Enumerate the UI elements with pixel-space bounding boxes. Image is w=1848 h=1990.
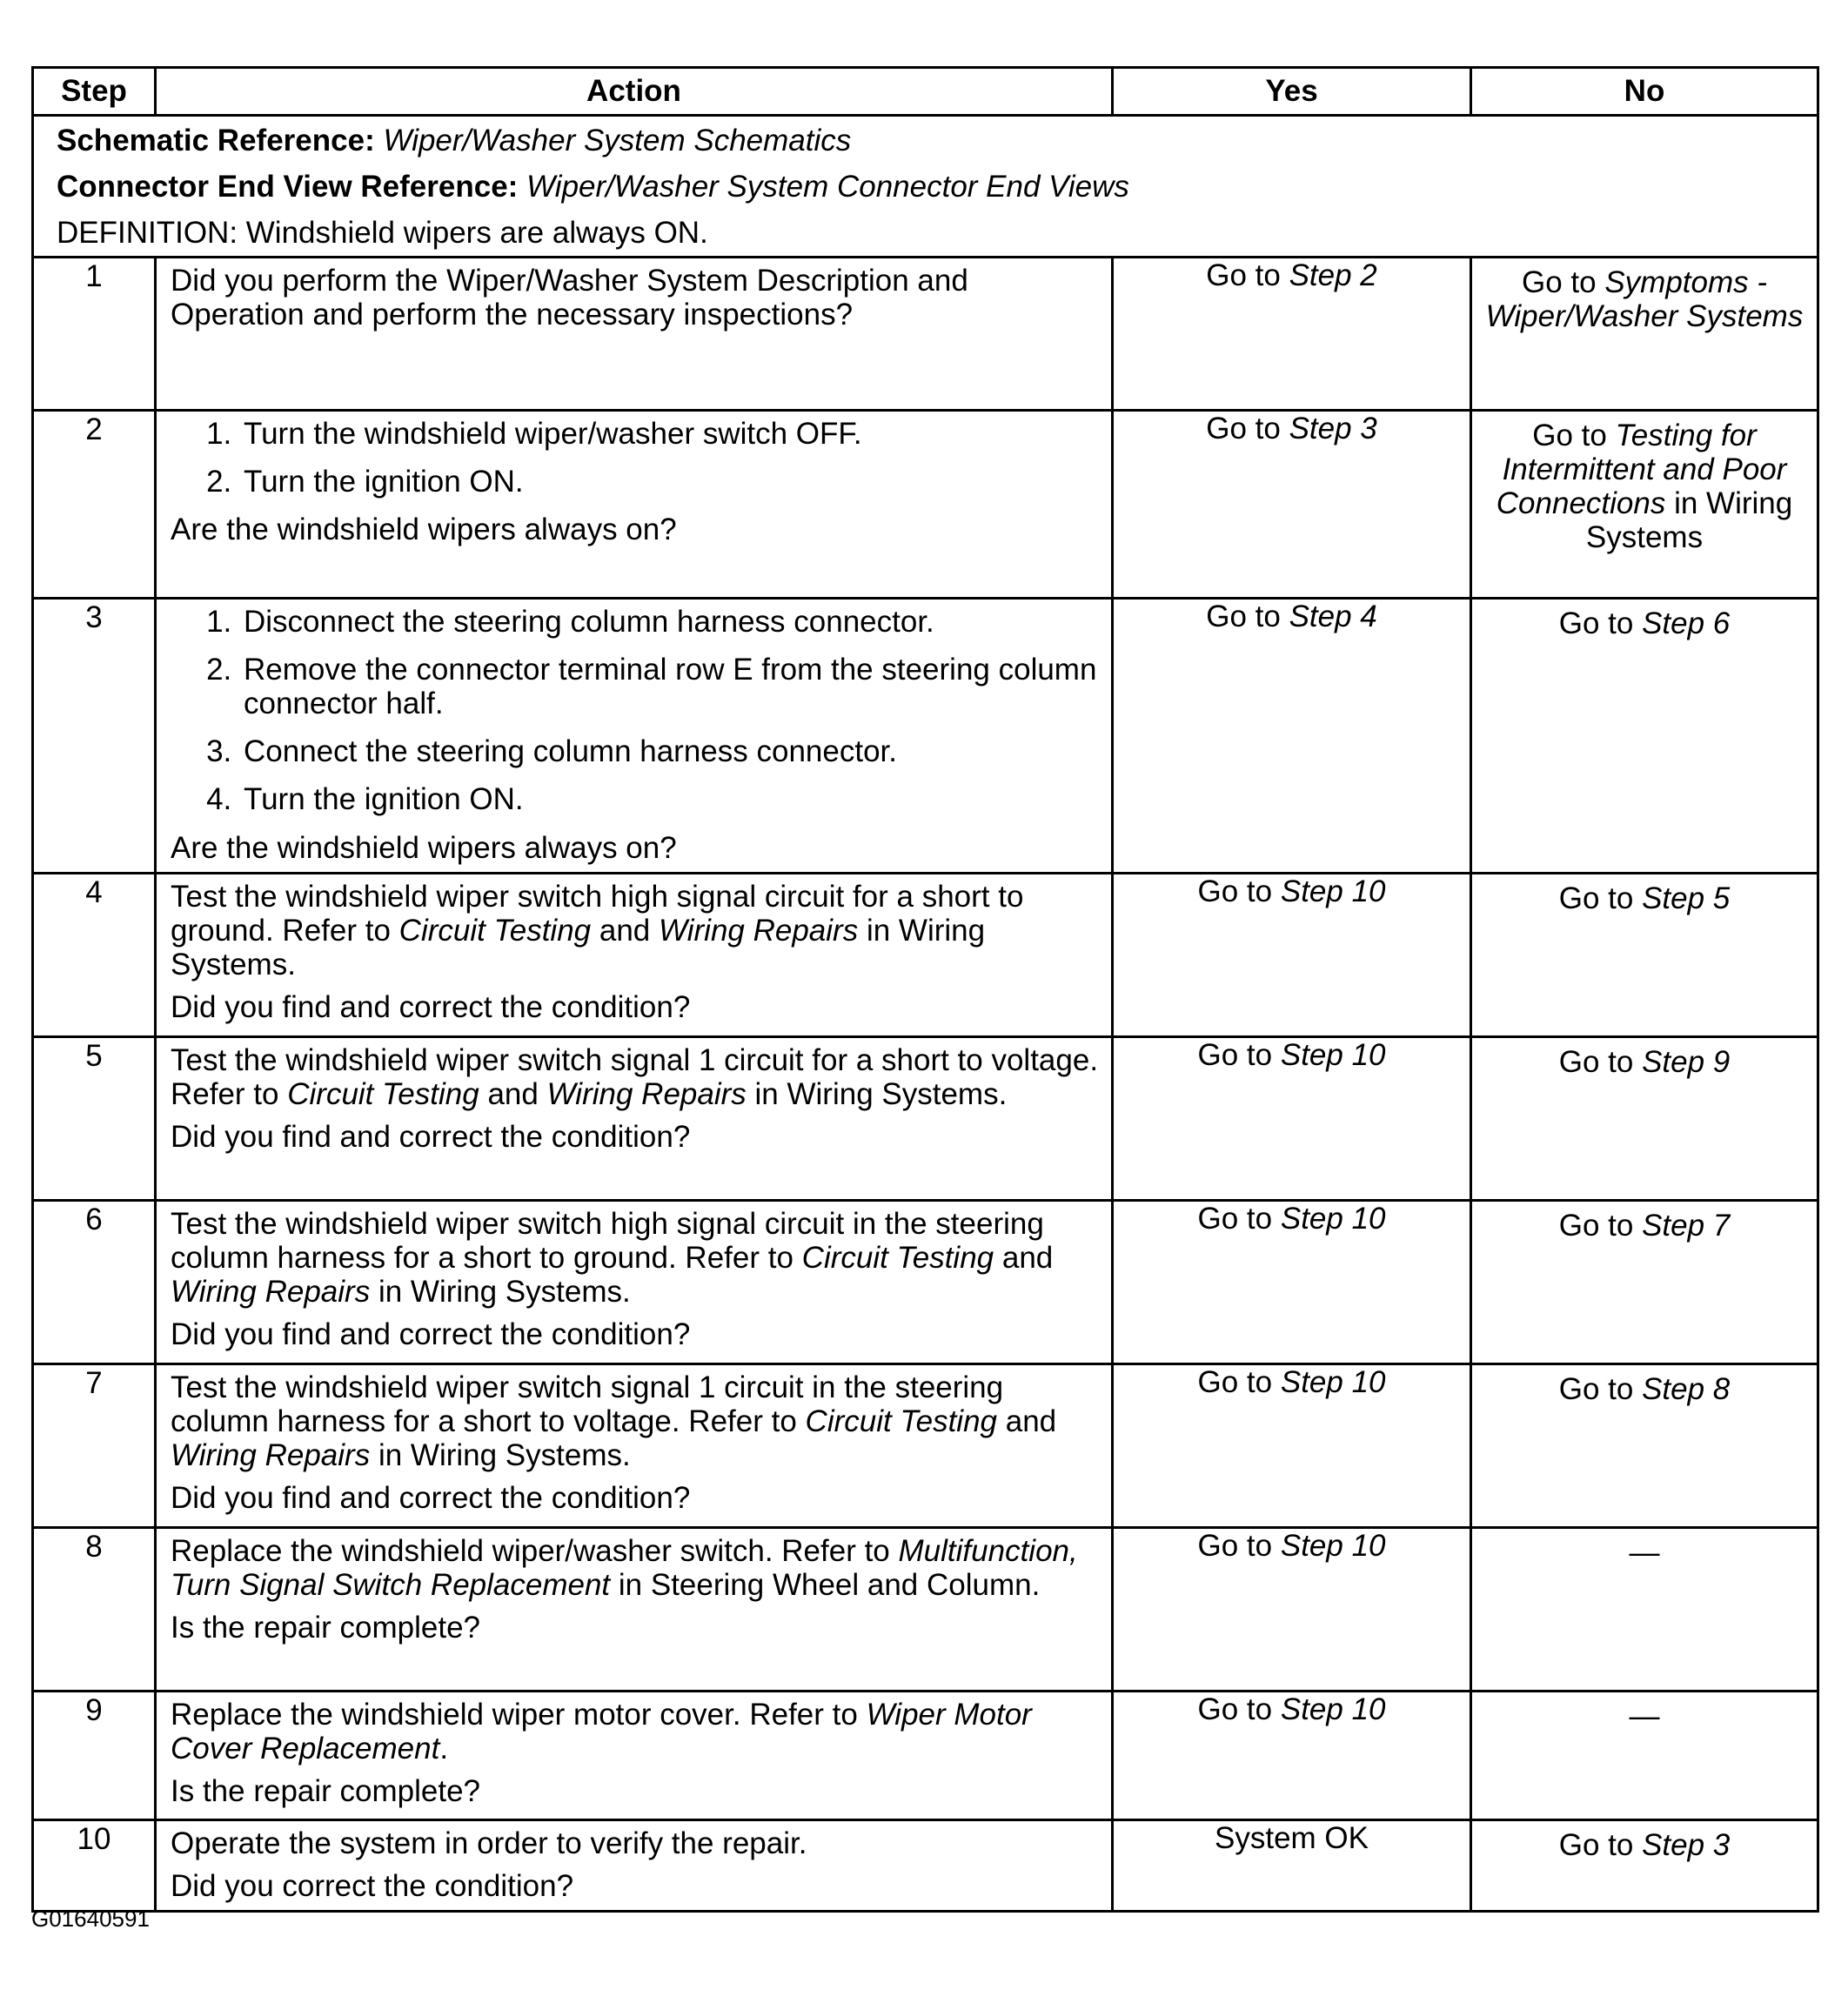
- go-to-label: Go to: [1558, 1044, 1634, 1079]
- figure-code: G01640591: [31, 1906, 150, 1932]
- yes-cell: [1113, 598, 1471, 873]
- action-text-a: Test the windshield wiper switch signal 1 circuit for a short to voltage. Refer to: [171, 1042, 1099, 1111]
- action-question: Are the windshield wipers always on?: [171, 512, 677, 546]
- action-cell: [156, 598, 1113, 873]
- header-yes: Yes: [1113, 68, 1471, 116]
- no-cell: [1471, 1819, 1818, 1911]
- go-to-label: Go to: [1558, 1371, 1634, 1406]
- go-to-label: Go to: [1197, 1528, 1273, 1563]
- action-cell: [156, 873, 1113, 1036]
- connector-reference: [57, 170, 1808, 204]
- action-cell: [156, 1036, 1113, 1200]
- and-text: and: [487, 1076, 539, 1111]
- wiring-repairs-link[interactable]: Wiring Repairs: [171, 1275, 371, 1310]
- circuit-testing-link[interactable]: Circuit Testing: [805, 1404, 998, 1438]
- list-item: 3. Connect the steering column harness connector.: [240, 734, 1102, 768]
- yes-cell: [1113, 1200, 1471, 1364]
- no-cell: [1471, 1036, 1818, 1200]
- no-step-link[interactable]: Step 3: [1642, 1827, 1731, 1862]
- connector-reference-label: Connector End View Reference:: [57, 170, 519, 204]
- table-row: [33, 1364, 1818, 1527]
- yes-step-link[interactable]: Step 10: [1280, 874, 1386, 908]
- step-number: 3: [33, 598, 156, 873]
- go-to-label: Go to: [1197, 1201, 1273, 1236]
- step-number: 4: [33, 873, 156, 1036]
- circuit-testing-link[interactable]: Circuit Testing: [801, 1240, 994, 1275]
- action-text-a: Test the windshield wiper switch high signal circuit for a short to ground. Refer to: [171, 879, 1024, 948]
- action-text: Did you perform the Wiper/Washer System Description and Operation and perform the necessary inspections?: [171, 263, 968, 332]
- table-row: [33, 873, 1818, 1036]
- go-to-label: Go to: [1197, 1692, 1273, 1726]
- action-question: Are the windshield wipers always on?: [171, 830, 677, 865]
- go-to-label: Go to: [1206, 258, 1281, 292]
- action-text: Operate the system in order to verify the repair.: [171, 1826, 807, 1860]
- action-cell: [156, 1691, 1113, 1819]
- action-text: [171, 880, 1102, 982]
- list-item: 1. Turn the windshield wiper/washer switch OFF.: [240, 417, 1102, 451]
- go-to-label: Go to: [1206, 411, 1281, 446]
- step-number: 10: [33, 1819, 156, 1911]
- action-list: [171, 417, 1102, 499]
- action-question: Is the repair complete?: [171, 1611, 481, 1645]
- header-action: Action: [156, 68, 1113, 116]
- go-to-label: Go to: [1197, 1037, 1273, 1072]
- list-item: 2. Remove the connector terminal row E from the steering column connector half.: [240, 653, 1102, 720]
- no-step-link[interactable]: Symptoms - Wiper/Washer Systems: [1485, 265, 1804, 333]
- motor-cover-replacement-link[interactable]: Wiper Motor Cover Replacement: [171, 1697, 1032, 1766]
- action-cell: [156, 1819, 1113, 1911]
- yes-cell: [1113, 1364, 1471, 1527]
- no-step-link[interactable]: Step 5: [1642, 881, 1731, 915]
- action-text-a: Replace the windshield wiper motor cover. Refer to: [171, 1697, 858, 1732]
- action-text: [171, 1698, 1102, 1766]
- switch-replacement-link[interactable]: Multifunction, Turn Signal Switch Replacement: [171, 1533, 1078, 1602]
- action-text: [171, 1207, 1102, 1310]
- step-number: 1: [33, 257, 156, 410]
- circuit-testing-link[interactable]: Circuit Testing: [398, 913, 592, 948]
- action-text-a: Test the windshield wiper switch signal 1 circuit in the steering column harness for a short to voltage. Refer to: [171, 1370, 1004, 1438]
- schematic-reference-label: Schematic Reference:: [57, 124, 375, 157]
- action-text: [171, 1043, 1102, 1111]
- go-to-label: Go to: [1558, 1208, 1634, 1243]
- yes-step-link[interactable]: Step 10: [1280, 1364, 1386, 1399]
- action-question: Is the repair complete?: [171, 1774, 481, 1809]
- no-cell: [1471, 873, 1818, 1036]
- go-to-label: Go to: [1558, 1827, 1634, 1862]
- wiring-repairs-link[interactable]: Wiring Repairs: [659, 913, 859, 948]
- action-text-b: in Wiring Systems.: [754, 1076, 1008, 1111]
- and-text: and: [1001, 1240, 1054, 1275]
- action-text-b: in Steering Wheel and Column.: [618, 1567, 1041, 1602]
- no-suffix-text: in Wiring Systems: [1585, 486, 1793, 555]
- reference-cell: [33, 116, 1818, 258]
- table-row: [33, 1036, 1818, 1200]
- go-to-label: Go to: [1197, 874, 1273, 908]
- action-text: [171, 1534, 1102, 1602]
- action-text-a: Replace the windshield wiper/washer switch. Refer to: [171, 1533, 890, 1568]
- action-cell: [156, 1364, 1113, 1527]
- go-to-label: Go to: [1558, 881, 1634, 915]
- step-number: 7: [33, 1364, 156, 1527]
- action-cell: [156, 257, 1113, 410]
- and-text: and: [599, 913, 651, 948]
- no-cell: [1471, 598, 1818, 873]
- no-step-link[interactable]: Step 9: [1642, 1044, 1731, 1079]
- no-cell: [1471, 257, 1818, 410]
- header-no: No: [1471, 68, 1818, 116]
- action-text-b: in Wiring Systems.: [378, 1438, 631, 1473]
- table-row: [33, 598, 1818, 873]
- no-step-link[interactable]: Testing for Intermittent and Poor Connections: [1496, 418, 1787, 520]
- schematic-reference: [57, 124, 1808, 157]
- wiring-repairs-link[interactable]: Wiring Repairs: [171, 1438, 371, 1473]
- circuit-testing-link[interactable]: Circuit Testing: [287, 1076, 479, 1111]
- step-number: 6: [33, 1200, 156, 1364]
- schematic-reference-link[interactable]: Wiper/Washer System Schematics: [383, 124, 852, 157]
- yes-cell: [1113, 873, 1471, 1036]
- list-item: 2. Turn the ignition ON.: [240, 465, 1102, 499]
- no-step-link[interactable]: Step 6: [1642, 606, 1731, 640]
- yes-cell: [1113, 1819, 1471, 1911]
- no-cell: [1471, 1364, 1818, 1527]
- action-cell: [156, 1527, 1113, 1691]
- yes-step-link[interactable]: Step 10: [1280, 1037, 1386, 1072]
- yes-step-link[interactable]: Step 10: [1280, 1692, 1386, 1726]
- action-text-a: Test the windshield wiper switch high signal circuit in the steering column harness for a short to ground. Refer to: [171, 1206, 1044, 1275]
- action-question: Did you correct the condition?: [171, 1868, 574, 1903]
- no-step-link[interactable]: Step 7: [1642, 1208, 1731, 1243]
- action-question: Did you find and correct the condition?: [171, 1120, 691, 1155]
- yes-cell: [1113, 1691, 1471, 1819]
- diagnostic-table: [31, 66, 1819, 1913]
- yes-cell: [1113, 1527, 1471, 1691]
- action-text-b: in Wiring Systems.: [378, 1275, 631, 1310]
- no-cell: [1471, 1527, 1818, 1691]
- reference-row: [33, 116, 1818, 258]
- action-question: Did you find and correct the condition?: [171, 1481, 691, 1516]
- system-ok-text: System OK: [1215, 1820, 1369, 1855]
- step-number: 5: [33, 1036, 156, 1200]
- go-to-label: Go to: [1558, 606, 1634, 640]
- no-dash: —: [1629, 1535, 1660, 1570]
- action-text-b: in Wiring Systems.: [171, 913, 986, 982]
- step-number: 9: [33, 1691, 156, 1819]
- connector-reference-link[interactable]: Wiper/Washer System Connector End Views: [526, 170, 1129, 204]
- definition-text: DEFINITION: Windshield wipers are always ON.: [57, 216, 708, 251]
- action-text: [171, 1370, 1102, 1473]
- action-question: Did you find and correct the condition?: [171, 990, 691, 1025]
- no-step-link[interactable]: Step 8: [1642, 1371, 1731, 1406]
- no-cell: [1471, 410, 1818, 598]
- go-to-label: Go to: [1521, 265, 1597, 299]
- go-to-label: Go to: [1197, 1364, 1273, 1399]
- list-item: 1. Disconnect the steering column harness connector.: [240, 605, 1102, 639]
- step-number: 2: [33, 410, 156, 598]
- action-list: [171, 605, 1102, 817]
- table-row: [33, 1819, 1818, 1911]
- no-cell: [1471, 1200, 1818, 1364]
- yes-cell: [1113, 1036, 1471, 1200]
- header-row: [33, 68, 1818, 116]
- yes-step-link[interactable]: Step 10: [1280, 1528, 1386, 1563]
- no-cell: [1471, 1691, 1818, 1819]
- go-to-label: Go to: [1532, 418, 1607, 452]
- yes-cell: [1113, 410, 1471, 598]
- table-row: [33, 1527, 1818, 1691]
- and-text: and: [1005, 1404, 1057, 1438]
- action-cell: [156, 1200, 1113, 1364]
- action-text-b: .: [439, 1731, 449, 1766]
- table-row: [33, 257, 1818, 410]
- wiring-repairs-link[interactable]: Wiring Repairs: [546, 1076, 747, 1111]
- header-step: Step: [33, 68, 156, 116]
- list-item: 4. Turn the ignition ON.: [240, 782, 1102, 816]
- no-dash: —: [1629, 1699, 1660, 1733]
- yes-step-link[interactable]: Step 3: [1289, 411, 1377, 446]
- yes-step-link[interactable]: Step 10: [1280, 1201, 1386, 1236]
- table-row: [33, 410, 1818, 598]
- yes-step-link[interactable]: Step 4: [1289, 599, 1377, 633]
- action-question: Did you find and correct the condition?: [171, 1317, 691, 1352]
- action-cell: [156, 410, 1113, 598]
- go-to-label: Go to: [1206, 599, 1281, 633]
- table-row: [33, 1200, 1818, 1364]
- yes-cell: [1113, 257, 1471, 410]
- table-row: [33, 1691, 1818, 1819]
- step-number: 8: [33, 1527, 156, 1691]
- yes-step-link[interactable]: Step 2: [1289, 258, 1377, 292]
